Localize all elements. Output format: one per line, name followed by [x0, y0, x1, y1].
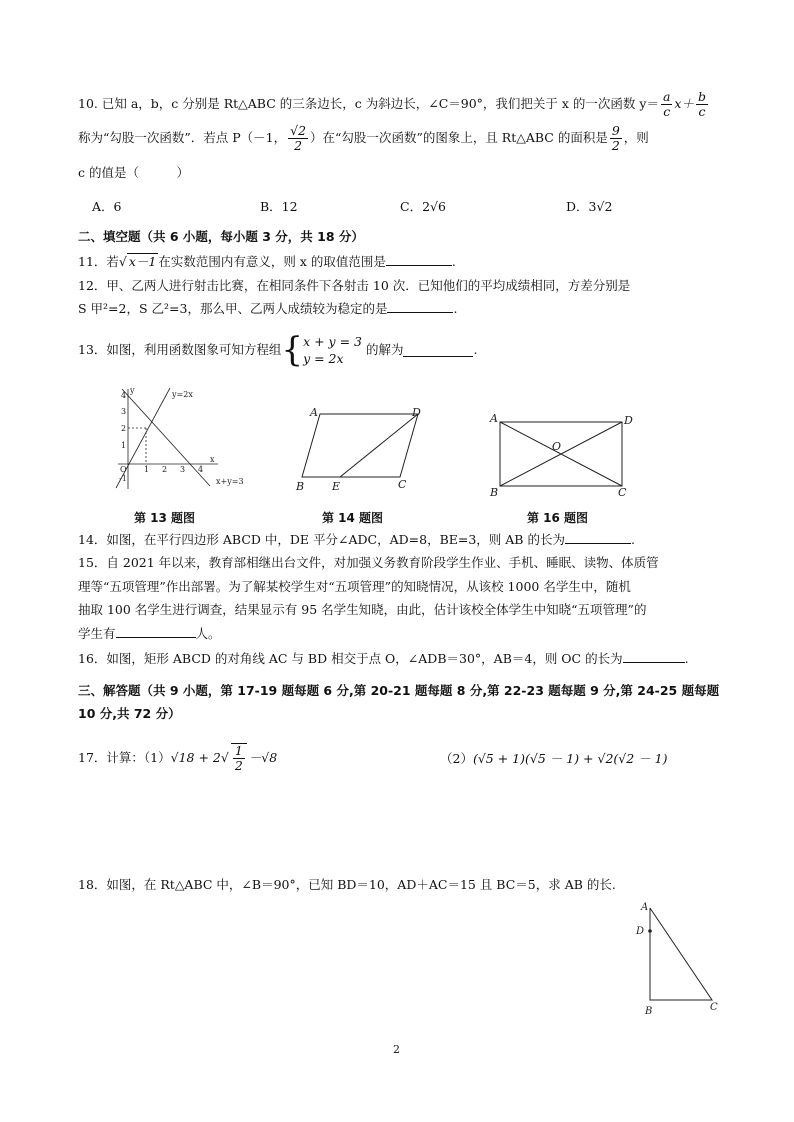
segment-de: [340, 414, 418, 477]
q15-text-b: 人。: [195, 626, 221, 641]
q17-part1-a: √18 + 2: [170, 750, 221, 765]
section3-heading-line1: 三、解答题（共 9 小题，第 17-19 题每题 6 分,第 20-21 题每题 8 分,第 22-23 题每题 9 分,第 24-25 题每题: [78, 683, 720, 698]
q16: [78, 650, 734, 668]
q15-line4: [78, 625, 734, 643]
q14-end: .: [630, 532, 635, 547]
q11-sqrt: x－1: [128, 254, 157, 269]
q16-text: 16．如图，矩形 ABCD 的对角线 AC 与 BD 相交于点 O，∠ADB＝30°，AB＝4，则 OC 的长为: [78, 651, 623, 666]
q17-part2-expr: (√5 + 1)(√5 － 1) + √2(√2 － 1): [472, 751, 668, 766]
q18-text: 18．如图，在 Rt△ABC 中，∠B＝90°，已知 BD＝10，AD＋AC＝15 且 BC＝5，求 AB 的长.: [78, 877, 616, 892]
q15-line2: 理等“五项管理”作出部署。为了解某校学生对“五项管理”的知晓情况，从该校 1000 名学生中，随机: [78, 579, 631, 594]
point-a: A: [641, 902, 649, 913]
tick-x: 2: [162, 465, 168, 474]
answer-blank[interactable]: [116, 625, 196, 638]
point-b: B: [645, 1006, 653, 1017]
q10-mid: x＋: [674, 96, 694, 111]
point-c: C: [398, 478, 407, 491]
point-d: D: [412, 406, 421, 419]
q11-text-b: 在实数范围内有意义，则 x 的取值范围是: [158, 254, 386, 269]
caption-fig14: 第 14 题图: [322, 511, 384, 525]
q10-frac-b: [696, 90, 708, 119]
q10-text-d: ，则: [623, 130, 649, 145]
triangle-abc: [650, 908, 712, 1000]
frac-num: b: [697, 89, 706, 104]
tick-x: 3: [180, 465, 186, 474]
q13-text-a: 13．如图，利用函数图象可知方程组: [78, 342, 282, 357]
point-b: B: [296, 480, 305, 492]
q15-line1: 15．自 2021 年以来，教育部相继出台文件，对加强义务教育阶段学生作业、手机、睡眠、读物、体质管: [78, 555, 659, 570]
tick-y: 4: [121, 391, 127, 400]
point-a: A: [310, 406, 318, 419]
q10-frac-p: [288, 124, 308, 153]
point-o: O: [552, 440, 562, 453]
tick-neg: -1: [119, 474, 127, 483]
q15-line3: 抽取 100 名学生进行调查，结果显示有 95 名学生知晓，由此，估计该校全体学生中知晓“五项管理”的: [78, 602, 647, 617]
frac-den: 2: [611, 138, 620, 153]
figure-14: [292, 402, 432, 492]
line-label-xy3: x+y=3: [216, 477, 244, 486]
frac-den: c: [698, 104, 706, 119]
q15-text-a: 学生有: [78, 626, 116, 641]
section3-heading-line2: 10 分,共 72 分）: [78, 706, 181, 721]
q17: 17．计算：（1） √18 + 2 √ $\frac{1}{2}$ －√8: [78, 743, 278, 773]
point-b: B: [490, 486, 499, 499]
tick-y: 1: [121, 441, 127, 450]
q10-line1: [78, 90, 734, 119]
origin-label: O: [120, 465, 127, 474]
frac-den: 2: [294, 138, 303, 153]
point-d: D: [636, 926, 645, 937]
q12-line2: [78, 300, 734, 318]
point-e: E: [332, 480, 341, 492]
figure-13: [108, 384, 258, 494]
q14: [78, 531, 734, 549]
answer-blank[interactable]: [386, 253, 452, 266]
x-label: x: [210, 455, 215, 464]
figure-16: [488, 410, 638, 500]
answer-blank[interactable]: [403, 344, 473, 357]
tick-x: 4: [198, 465, 204, 474]
q13-text-b: 的解为: [365, 342, 404, 357]
figure-18: [632, 898, 732, 1018]
y-label: y: [130, 386, 135, 395]
q10-choice-b: B．12: [260, 199, 298, 214]
q14-text: 14．如图，在平行四边形 ABCD 中，DE 平分∠ADC，AD=8，BE=3，则 AB 的长为: [78, 532, 565, 547]
q10-choice-d: D．3√2: [566, 199, 613, 214]
q13-end: .: [473, 342, 478, 357]
equation-system: [303, 333, 362, 367]
q16-end: .: [684, 651, 689, 666]
point-c: C: [618, 486, 627, 499]
q10-text-c: ）在“勾股一次函数”的图象上，且 Rt△ABC 的面积是: [310, 130, 608, 145]
q10-frac-a: [661, 90, 672, 119]
q10-choice-c: C．2√6: [400, 199, 446, 214]
point-a: A: [490, 412, 498, 425]
answer-blank[interactable]: [565, 531, 631, 544]
tick-y: 3: [121, 407, 127, 416]
eq1: x + y = 3: [303, 334, 362, 349]
q17-part1-b: －√8: [248, 750, 278, 765]
caption-fig13: 第 13 题图: [134, 511, 196, 525]
point-c: C: [710, 1002, 718, 1013]
frac-den: 2: [234, 758, 243, 773]
frac-num: √2: [290, 123, 307, 138]
eq2: y = 2x: [303, 351, 344, 366]
q10-text-a: 10. 已知 a，b，c 分别是 Rt△ABC 的三条边长，c 为斜边长，∠C＝90°，我们把关于 x 的一次函数 y＝: [78, 96, 659, 111]
q11-end: .: [451, 254, 456, 269]
q12-end: .: [453, 301, 458, 316]
q10-text-b: 称为“勾股一次函数”．若点 P（－1，: [78, 130, 287, 145]
point-d-dot: [648, 929, 652, 933]
caption-fig16: 第 16 题图: [527, 511, 589, 525]
point-d: D: [624, 414, 633, 427]
q17-label2: （2）: [440, 751, 473, 766]
q17-part1-frac: [231, 743, 247, 773]
q17-label: 17．计算：（1）: [78, 750, 171, 765]
q11: 11．若√ x－1 在实数范围内有意义，则 x 的取值范围是 .: [78, 254, 456, 269]
tick-x: 1: [144, 465, 150, 474]
q10-frac-area: [610, 124, 622, 153]
q10-line2: [78, 124, 734, 153]
frac-num: 1: [234, 743, 243, 758]
q12-line1: 12．甲、乙两人进行射击比赛，在相同条件下各射击 10 次．已知他们的平均成绩相同，方差分别是: [78, 278, 631, 293]
parallelogram: [302, 414, 418, 477]
frac-den: c: [663, 104, 671, 119]
page-number: 2: [393, 1043, 400, 1056]
frac-num: 9: [611, 123, 620, 138]
q10-choice-a: A．6: [92, 199, 122, 214]
brace: {: [281, 330, 304, 370]
line-label-y2x: y=2x: [172, 390, 193, 399]
tick-y: 2: [121, 424, 127, 433]
q10-line3: c 的值是（ ）: [78, 165, 189, 180]
q12-text: S 甲²=2，S 乙²=3，那么甲、乙两人成绩较为稳定的是: [78, 301, 388, 316]
frac-num: a: [662, 89, 671, 104]
q17-part2: [440, 749, 667, 767]
section2-heading: 二、填空题（共 6 小题，每小题 3 分，共 18 分）: [78, 229, 364, 244]
q11-text-a: 11．若: [78, 254, 119, 269]
answer-blank[interactable]: [387, 300, 453, 313]
answer-blank[interactable]: [623, 650, 685, 663]
q13: [78, 330, 734, 370]
